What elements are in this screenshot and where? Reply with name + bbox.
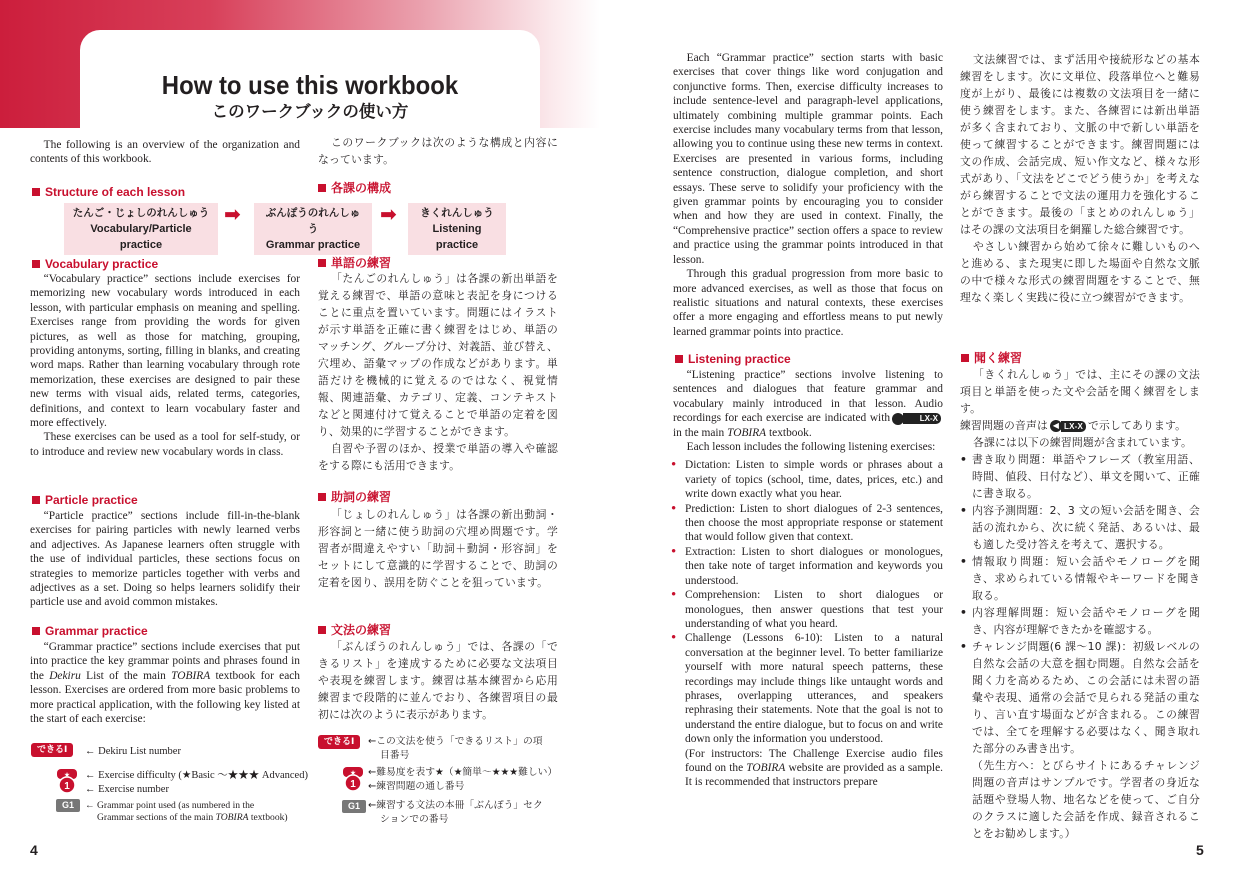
list-item: • 内容予測問題：2、3 文の短い会話を聞き、会話の流れから、次に続く発話、あるいは、最も適した受け答えを考えて、選択する。 — [960, 502, 1200, 553]
vocab-en: “Vocabulary practice” sections include exercises for memorizing new vocabulary words introduced in each lesson, with particular emphasis on meaning and spelling. Exercises range from providing the words for given pictures, as well as those for matching, grouping, providing antonyms, sorting, filling in blanks, and creating word maps. Rather than learning vocabulary through rote memorization, these exercises are designed to pair these new terms with visual aids, related terms, categories, definitions, and context to learn vocabulary faster and more effectively. These exercises can be used as a tool for self-study, or to introduce and review new vocabulary words in class. — [30, 273, 300, 458]
g-badge-jp: G1 — [342, 799, 366, 813]
audio-icon: LX-X — [892, 413, 941, 425]
list-item: • Prediction: Listen to short dialogues of 2-3 sentences, then choose the most appropriate response or statement that would follow given that context. — [673, 502, 943, 545]
list-item: • 情報取り問題：短い会話やモノローグを聞き、求められている情報やキーワードを聞き取る。 — [960, 553, 1200, 604]
vocab-heading-jp: 単語の練習 — [318, 256, 391, 270]
intro-jp: このワークブックは次のような構成と内容になっています。 — [318, 136, 558, 166]
dekiru-badge: できるⅠ — [31, 742, 73, 757]
particle-heading-en: Particle practice — [32, 493, 138, 507]
list-item: • Challenge (Lessons 6-10): Listen to a natural conversation at the beginner level. To better familiarize yourself with more natural speech patterns, these recordings may include things like untaught words and phrases, overlapping utterances, and speakers rephrasing their statements. Note that the goal is not to understand the entire dialogue, but to focus on and write down only the information you understood. — [673, 631, 943, 746]
g-badge: G1 — [56, 798, 80, 812]
difficulty-medal-icon — [342, 766, 364, 792]
key-number-en: ← Exercise number — [85, 784, 169, 795]
medal-star: ★ — [349, 769, 357, 777]
structure-heading-en: Structure of each lesson — [32, 185, 185, 199]
key-dekiru-jp: ←この文法を使う「できるリスト」の項 目番号 — [368, 736, 543, 761]
vocab-jp: 「たんごのれんしゅう」は各課の新出単語を覚える練習で、単語の意味と表記を身につけることに重点を置いています。問題にはイラストが示す単語を正確に書く練習をはじめ、単語のマッチング、グループ分け、対義語、並び替え、穴埋め、語彙マップの作成などがあります。単語だけを機械的に覚えるのではなく、視覚情報、関連語彙、カテゴリ、定義、コンテキストなどと関連付けて覚えることで単語の定着を図り、効果的に学習することができます。 自習や予習のほか、授業で単語の導入や確認をする際にも活用できます。 — [318, 272, 558, 472]
dekiru-badge-jp: できるⅠ — [318, 734, 360, 749]
list-item: • 書き取り問題：単語やフレーズ（教室用語、時間、値段、日付など）、単文を聞いて、正確に書き取る。 — [960, 451, 1200, 502]
vocab-heading-en: Vocabulary practice — [32, 257, 158, 271]
key-grammar-jp: ←練習する文法の本冊「ぶんぽう」セク ションでの番号 — [368, 800, 543, 825]
grammar-cont-en: Each “Grammar practice” section starts with basic exercises that cover things like word conjugation and conjunctive forms. Then, exercise difficulty increases to include sentence-level and paragraph-level applications, ultimately combining multiple grammar points. Each exercise includes many vocabulary terms from that lesson, allowing you to continue using these new terms in context. Exercises are presented in various forms, including sentence construction, dialogue completion, and short essays. These serve to solidify your proficiency with the given grammar points by encouraging you to consider when and how they are used in context. Finally, the “Comprehensive practice” section offers a space to review and practice using the grammar points introduced in that lesson. Through this gradual progression from more basic to more advanced exercises, as well as those that focus on realistic situations and natural contexts, these exercises offer a more engaging and effortless means to put newly learned grammar points into practice. — [673, 52, 943, 338]
flow-box-vocab: たんご・じょしのれんしゅう Vocabulary/Particle practice — [64, 203, 218, 255]
medal-number: 1 — [64, 781, 70, 792]
flow-box-grammar: ぶんぽうのれんしゅう Grammar practice — [254, 203, 372, 255]
list-item: • 内容理解問題：短い会話やモノローグを聞き、内容が理解できたかを確認する。 — [960, 604, 1200, 638]
grammar-jp: 「ぶんぽうのれんしゅう」では、各課の「できるリスト」を達成するために必要な文法項目や表現を練習します。練習は基本練習から応用練習まで段階的に並んでおり、各練習項目の最初には次のように表示があります。 — [318, 640, 558, 721]
structure-heading-jp: 各課の構成 — [318, 181, 391, 195]
intro-en: The following is an overview of the organization and contents of this workbook. — [30, 139, 300, 166]
key-difficulty-jp: ←難易度を表す★（★簡単〜★★★難しい） — [368, 767, 558, 778]
key-grammar-en: ← Grammar point used (as numbered in the Grammar sections of the main TOBIRA textbook) — [85, 800, 288, 823]
difficulty-medal-icon — [56, 768, 78, 794]
grammar-en: “Grammar practice” sections include exercises that put into practice the key grammar points and phrases found in the Dekiru List of the main TOBIRA textbook for each lesson. Exercises are ordered from more basic problems to more practical application, with the following key listed at the start of each exercise: — [30, 641, 301, 726]
grammar-heading-jp: 文法の練習 — [318, 623, 391, 637]
particle-jp: 「じょしのれんしゅう」は各課の新出動詞・形容詞と一緒に使う助詞の穴埋め問題です。学習者が間違えやすい「助詞＋動詞・形容詞」をセットにして意識的に学習することで、助詞の定着を図り、誤用を防ぐことを狙っています。 — [318, 508, 558, 589]
listening-heading-en: Listening practice — [675, 352, 791, 366]
particle-en: “Particle practice” sections include fill-in-the-blank exercises for pairing particles with newly learned verbs and adjectives. As Japanese learners often struggle with the use of individual particles, these sections focus on strategies to memorize particles together with verbs and adjectives as a set. Doing so helps learners solidify their particle use and avoid common mistakes. — [30, 510, 300, 609]
page-number-right: 5 — [1196, 842, 1204, 858]
list-item: • Comprehension: Listen to short dialogues or monologues, then answer questions that test your understanding of what you heard. — [673, 588, 943, 631]
list-item: • Extraction: Listen to short dialogues or monologues, then take note of target information and keywords you understood. — [673, 545, 943, 588]
grammar-heading-en: Grammar practice — [32, 624, 148, 638]
listening-jp: 「きくれんしゅう」では、主にその課の文法項目と単語を使った文や会話を聞く練習をします。 練習問題の音声は ◀ LX-X で示してあります。 各課には以下の練習問題が含まれています。 • 書き取り問題：単語やフレーズ（教室用語、時間、値段、日付など）、単文を聞いて、正確に書き取る。 • 内容予測問題：2、3 文の短い会話を聞き、会話の流れから、次に続く発話、あるいは、最も適した受け答えを考えて、選択する。 • 情報取り問題：短い会話やモノローグを聞き、求められている情報やキーワードを聞き取る。 • 内容理解問題：短い会話やモノローグを聞き、内容が理解できたかを確認する。 • チャレンジ問題(6 課〜10 課)：初級レベルの自然な会話の大意を掴む問題。自然な会話を聞く力を高めるため、この会話には未習の語彙や表現、通常の会話で見られる発話の重なり、言い直す場面などが含まれる。この練習では、全てを理解する必要はなく、聞き取れた部分のみ書き出す。 （先生方へ：とびらサイトにあるチャレンジ問題の音声はサンプルです。学習者の身近な話題や登場人物、地名などを使って、ご自分のクラスに適した会話を作成、録音されることをお勧めします。） — [960, 366, 1200, 842]
key-dekiru-en: ← Dekiru List number — [85, 746, 181, 757]
audio-icon: ◀ LX-X — [1050, 420, 1086, 432]
medal-number: 1 — [350, 779, 356, 790]
key-number-jp: ←練習問題の通し番号 — [368, 781, 465, 792]
arrow-right-icon: ➡ — [224, 202, 241, 226]
medal-star: ★ — [63, 771, 71, 779]
grammar-cont-jp: 文法練習では、まず活用や接続形などの基本練習をします。次に文単位、段落単位へと難易度が上がり、最後には複数の文法項目を一緒に使う練習をします。また、各練習には新出単語が多く含まれており、文脈の中で新しい単語を使って練習することができます。練習問題には文の作成、会話完成、短い作文など、様々な形式があり、「文法をどこでどう使うか」を考えながら練習することで文法の運用力を強化することができます。最後の「まとめのれんしゅう」はその課の文法項目を網羅した総合練習です。 やさしい練習から始めて徐々に難しいものへと進める、また現実に即した場面や自然な文脈の中で様々な形式の練習問題をすることで、無理なく楽しく実践に役に立つ練習ができます。 — [960, 53, 1200, 304]
arrow-right-icon: ➡ — [380, 202, 397, 226]
page-subtitle: このワークブックの使い方 — [211, 102, 409, 121]
list-item: • チャレンジ問題(6 課〜10 課)：初級レベルの自然な会話の大意を掴む問題。自然な会話を聞く力を高めるため、この会話には未習の語彙や表現、通常の会話で見られる発話の重なり、言い直す場面などが含まれる。この練習では、全てを理解する必要はなく、聞き取れた部分のみ書き出す。 — [960, 638, 1200, 757]
flow-box-listening: きくれんしゅう Listening practice — [408, 203, 506, 255]
page-number-left: 4 — [30, 842, 38, 858]
particle-heading-jp: 助詞の練習 — [318, 490, 391, 504]
listening-en: “Listening practice” sections involve listening to sentences and dialogues that feature grammar and vocabulary mainly introduced in that lesson. Audio recordings for each exercise are indicated with LX-X in the main TOBIRA textbook. Each lesson includes the following listening exercises: • Dictation: Listen to simple words or phrases about a variety of topics (school, time, dates, prices, etc.) and write down exactly what you hear. • Prediction: Listen to short dialogues of 2-3 sentences, then choose the most appropriate response or statement that would follow given that context. • Extraction: Listen to short dialogues or monologues, then take note of target information and keywords you understood. • Comprehension: Listen to short dialogues or monologues, then answer questions that test your understanding of what you heard. • Challenge (Lessons 6-10): Listen to a natural conversation at the beginner level. To better familiarize yourself with more natural speech patterns, these recordings may include things like untaught words and phrases, overlapping utterances, and speakers rephrasing their statements. Note that the goal is not to understand the entire dialogue, but to focus on and write down only the information you understood. (For instructors: The Challenge Exercise audio files found on the TOBIRA website are provided as a sample. It is recommended that instructors prepare — [673, 368, 943, 790]
key-difficulty-en: ← Exercise difficulty (★Basic 〜★★★ Advanced) — [85, 770, 308, 781]
listening-heading-jp: 聞く練習 — [961, 351, 1022, 365]
list-item: • Dictation: Listen to simple words or phrases about a variety of topics (school, time, dates, prices, etc.) and write down exactly what you hear. — [673, 458, 943, 501]
page-title: How to use this workbook — [161, 70, 459, 100]
